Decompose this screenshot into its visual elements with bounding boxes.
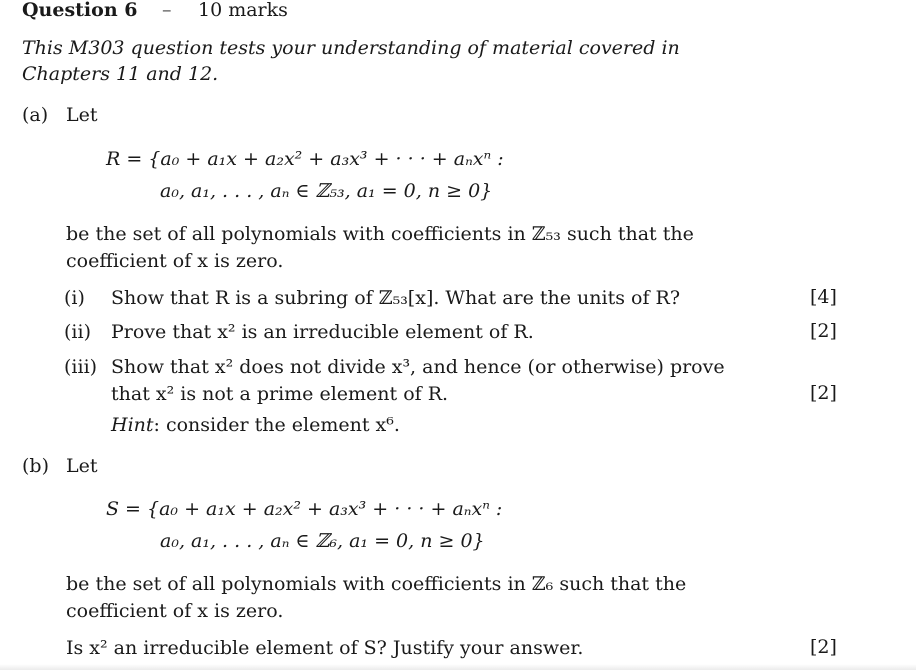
header-dash: –	[162, 0, 172, 21]
question-marks: 10 marks	[198, 0, 288, 21]
part-b-lead: Let	[66, 455, 98, 477]
part-a-desc-line-2: coefficient of x is zero.	[66, 250, 284, 272]
part-a-set-line-2: a₀, a₁, . . . , aₙ ∈ ℤ₅₃, a₁ = 0, n ≥ 0}	[160, 180, 493, 202]
part-b-set-line-2: a₀, a₁, . . . , aₙ ∈ ℤ₆, a₁ = 0, n ≥ 0}	[160, 530, 485, 552]
part-b-desc-line-2: coefficient of x is zero.	[66, 600, 284, 622]
part-a-desc-line-1: be the set of all polynomials with coefficients in ℤ₅₃ such that the	[66, 223, 694, 245]
item-ii-marks: [2]	[810, 320, 837, 342]
item-iii-label: (iii)	[64, 356, 98, 378]
part-b-desc-line-1: be the set of all polynomials with coefficients in ℤ₆ such that the	[66, 573, 687, 595]
intro-line-1: This M303 question tests your understanding of material covered in	[22, 37, 680, 59]
item-i-label: (i)	[64, 287, 85, 309]
hint-text: : consider the element x⁶.	[153, 414, 400, 436]
part-b-marks: [2]	[810, 636, 837, 658]
part-b-set-line-1: S = {a₀ + a₁x + a₂x² + a₃x³ + · · · + aₙxⁿ :	[106, 498, 503, 520]
hint-line	[111, 413, 400, 437]
part-a-set-line-1: R = {a₀ + a₁x + a₂x² + a₃x³ + · · · + aₙxⁿ :	[106, 148, 504, 170]
part-a-lead: Let	[66, 104, 98, 126]
part-a-label: (a)	[22, 104, 49, 126]
item-iii-marks: [2]	[810, 382, 837, 404]
page-bottom-shadow	[0, 664, 916, 670]
item-i-text: Show that R is a subring of ℤ₅₃[x]. What are the units of R?	[111, 287, 681, 309]
item-ii-label: (ii)	[64, 321, 91, 343]
item-i-marks: [4]	[810, 286, 837, 308]
part-b-label: (b)	[22, 455, 49, 477]
part-b-question: Is x² an irreducible element of S? Justify your answer.	[66, 637, 584, 659]
question-title: Question 6	[22, 0, 138, 21]
hint-label: Hint	[111, 414, 154, 436]
item-ii-text: Prove that x² is an irreducible element of R.	[111, 321, 534, 343]
item-iii-text-2: that x² is not a prime element of R.	[111, 383, 449, 405]
intro-line-2: Chapters 11 and 12.	[22, 63, 219, 85]
item-iii-text: Show that x² does not divide x³, and hence (or otherwise) prove	[111, 356, 725, 378]
